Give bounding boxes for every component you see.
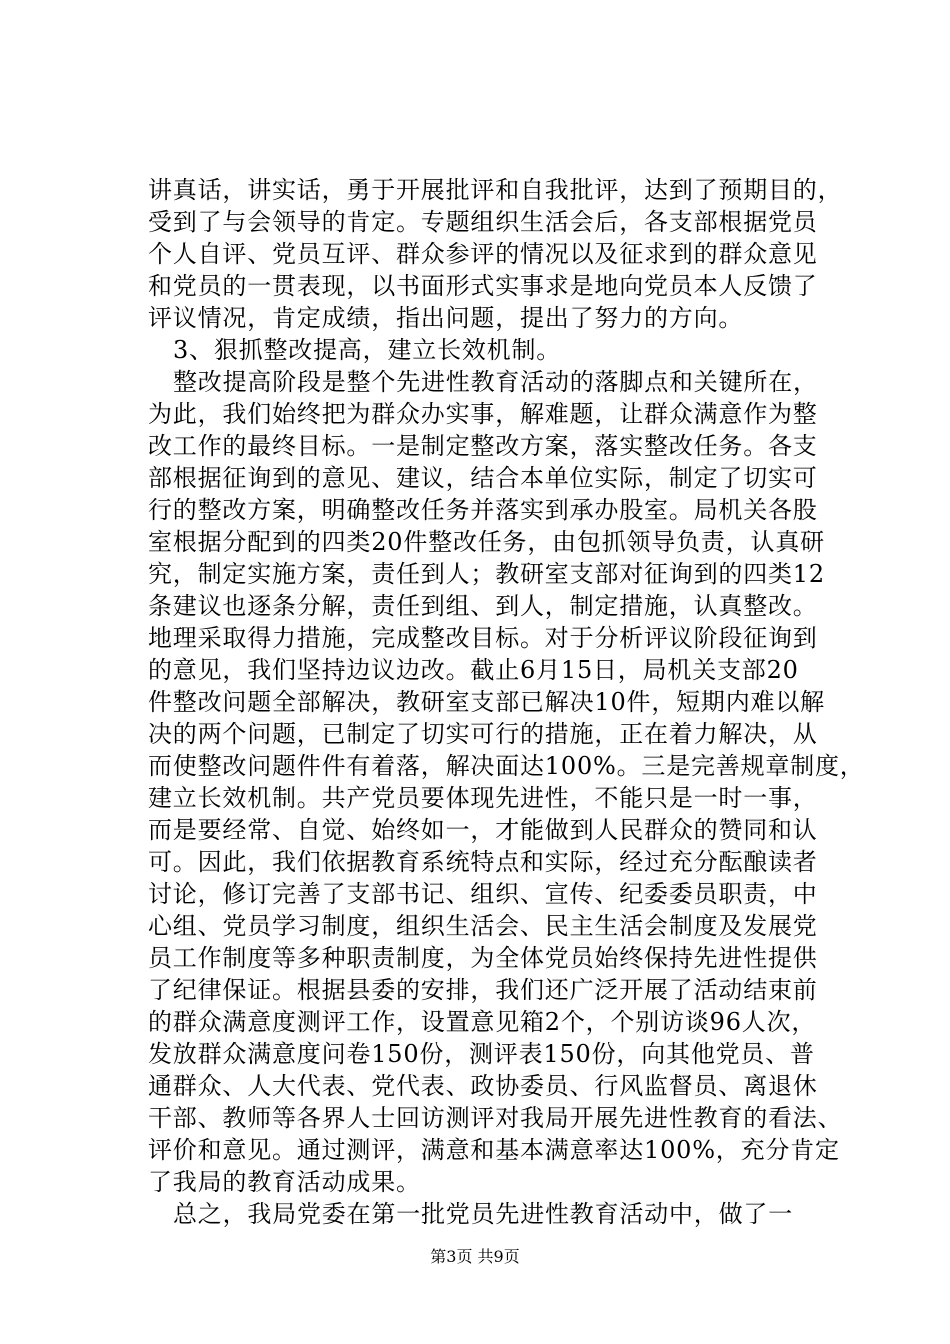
text-line: 通群众、人大代表、党代表、政协委员、行风监督员、离退休 xyxy=(148,1072,818,1100)
text-line: 心组、党员学习制度，组织生活会、民主生活会制度及发展党 xyxy=(148,912,818,940)
text-line: 整改提高阶段是整个先进性教育活动的落脚点和关键所在， xyxy=(173,368,818,396)
text-line: 室根据分配到的四类20件整改任务，由包抓领导负责，认真研 xyxy=(148,528,825,556)
text-line: 的群众满意度测评工作，设置意见箱2个，个别访谈96人次， xyxy=(148,1008,817,1036)
text-line: 改工作的最终目标。一是制定整改方案，落实整改任务。各支 xyxy=(148,432,818,460)
text-line: 讲真话，讲实话，勇于开展批评和自我批评，达到了预期目的， xyxy=(148,176,843,204)
text-line: 究，制定实施方案，责任到人；教研室支部对征询到的四类12 xyxy=(148,560,825,588)
text-line: 可。因此，我们依据教育系统特点和实际，经过充分酝酿读者 xyxy=(148,848,818,876)
text-line: 员工作制度等多种职责制度，为全体党员始终保持先进性提供 xyxy=(148,944,818,972)
text-line: 讨论，修订完善了支部书记、组织、宣传、纪委委员职责，中 xyxy=(148,880,818,908)
text-line: 部根据征询到的意见、建议，结合本单位实际，制定了切实可 xyxy=(148,464,818,492)
text-line: 评价和意见。通过测评，满意和基本满意率达100%，充分肯定 xyxy=(148,1136,840,1164)
text-line: 评议情况，肯定成绩，指出问题，提出了努力的方向。 xyxy=(148,304,744,332)
text-line: 总之，我局党委在第一批党员先进性教育活动中，做了一 xyxy=(173,1200,793,1228)
section-heading: 3、狠抓整改提高，建立长效机制。 xyxy=(173,336,562,364)
text-line: 地理采取得力措施，完成整改目标。对于分析评议阶段征询到 xyxy=(148,624,818,652)
text-line: 受到了与会领导的肯定。专题组织生活会后，各支部根据党员 xyxy=(148,208,818,236)
page-footer: 第3页 共9页 xyxy=(430,1247,520,1266)
text-line: 干部、教师等各界人士回访测评对我局开展先进性教育的看法、 xyxy=(148,1104,843,1132)
text-line: 和党员的一贯表现，以书面形式实事求是地向党员本人反馈了 xyxy=(148,272,818,300)
text-line: 了纪律保证。根据县委的安排，我们还广泛开展了活动结束前 xyxy=(148,976,818,1004)
text-line: 的意见，我们坚持边议边改。截止6月15日，局机关支部20 xyxy=(148,656,799,684)
text-line: 了我局的教育活动成果。 xyxy=(148,1168,421,1196)
text-line: 个人自评、党员互评、群众参评的情况以及征求到的群众意见 xyxy=(148,240,818,268)
text-line: 件整改问题全部解决，教研室支部已解决10件，短期内难以解 xyxy=(148,688,825,716)
text-line: 行的整改方案，明确整改任务并落实到承办股室。局机关各股 xyxy=(148,496,818,524)
text-line: 建立长效机制。共产党员要体现先进性，不能只是一时一事， xyxy=(148,784,818,812)
text-line: 条建议也逐条分解，责任到组、到人，制定措施，认真整改。 xyxy=(148,592,818,620)
text-line: 发放群众满意度问卷150份，测评表150份，向其他党员、普 xyxy=(148,1040,815,1068)
text-line: 为此，我们始终把为群众办实事，解难题，让群众满意作为整 xyxy=(148,400,818,428)
text-line: 而使整改问题件件有着落，解决面达100%。三是完善规章制度， xyxy=(148,752,865,780)
text-line: 决的两个问题，已制定了切实可行的措施，正在着力解决，从 xyxy=(148,720,818,748)
text-line: 而是要经常、自觉、始终如一，才能做到人民群众的赞同和认 xyxy=(148,816,818,844)
